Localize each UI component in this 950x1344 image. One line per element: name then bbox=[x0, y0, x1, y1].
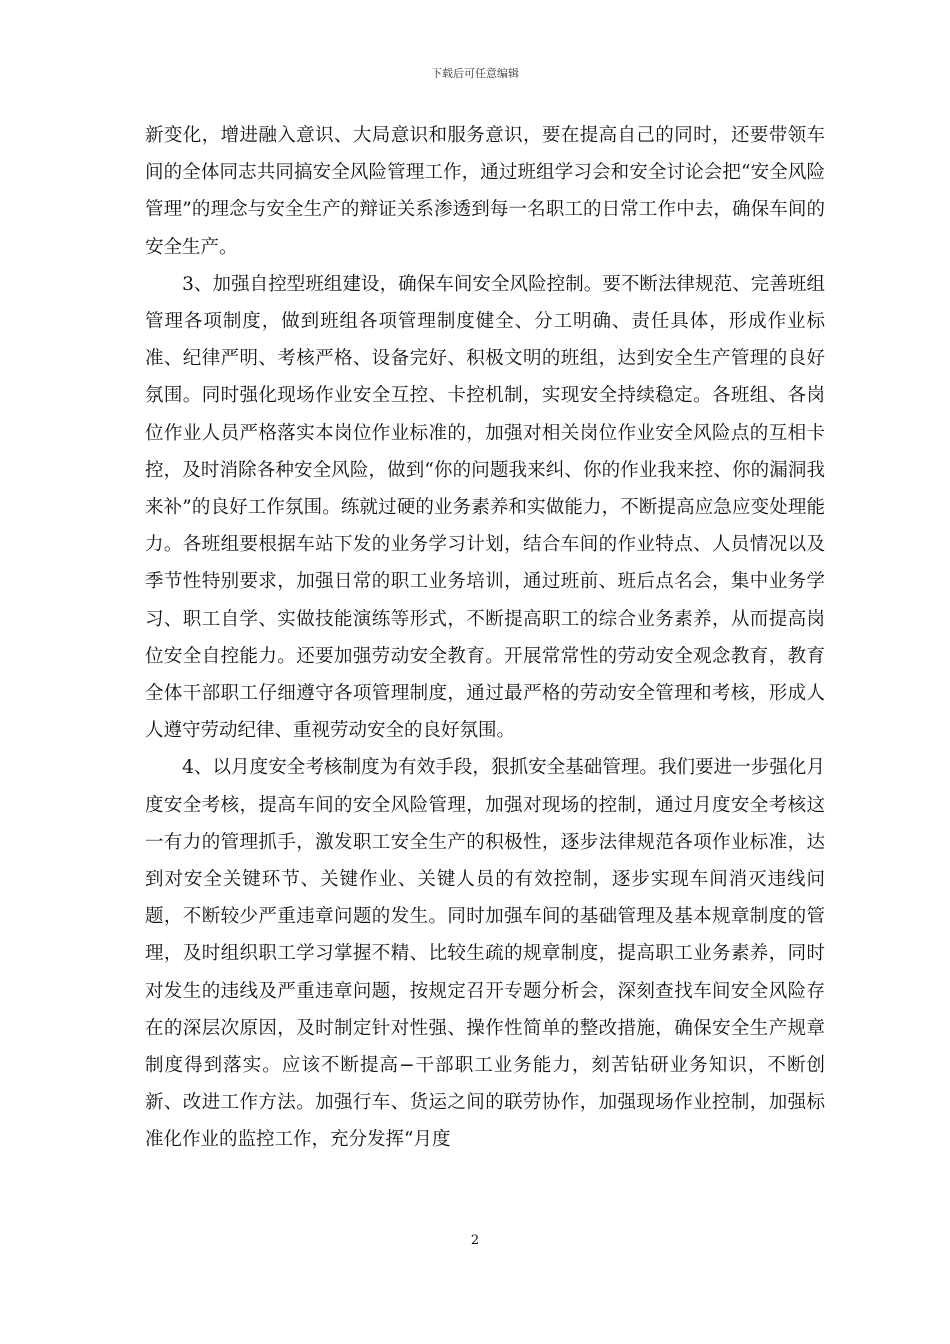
document-body bbox=[145, 117, 825, 1159]
page-header: 下载后可任意编辑 bbox=[431, 67, 519, 80]
paragraph-item-4: 4、以月度安全考核制度为有效手段，狠抓安全基础管理。我们要进一步强化月度安全考核，提高车间的安全风险管理，加强对现场的控制，通过月度安全考核这一有力的管理抓手，激发职工安全生产的积极性，逐步法律规范各项作业标准，达到对安全关键环节、关键作业、关键人员的有效控制，逐步实现车间消灭违线问题，不断较少严重违章问题的发生。同时加强车间的基础管理及基本规章制度的管理，及时组织职工学习掌握不精、比较生疏的规章制度，提高职工业务素养，同时对发生的违线及严重违章问题，按规定召开专题分析会，深刻查找车间安全风险存在的深层次原因，及时制定针对性强、操作性简单的整改措施，确保安全生产规章制度得到落实。应该不断提高−干部职工业务能力，刻苦钻研业务知识，不断创新、改进工作方法。加强行车、货运之间的联劳协作，加强现场作业控制，加强标准化作业的监控工作，充分发挥“月度 bbox=[145, 757, 825, 1151]
paragraph-continuation: 新变化，增进融入意识、大局意识和服务意识，要在提高自己的同时，还要带领车间的全体同志共同搞安全风险管理工作，通过班组学习会和安全讨论会把“安全风险管理”的理念与安全生产的辩证关系渗透到每一名职工的日常工作中去，确保车间的安全生产。 bbox=[145, 125, 825, 258]
paragraph-item-3: 3、加强自控型班组建设，确保车间安全风险控制。要不断法律规范、完善班组管理各项制度，做到班组各项管理制度健全、分工明确、责任具体，形成作业标准、纪律严明、考核严格、设备完好、积极文明的班组，达到安全生产管理的良好氛围。同时强化现场作业安全互控、卡控机制，实现安全持续稳定。各班组、各岗位作业人员严格落实本岗位作业标准的，加强对相关岗位作业安全风险点的互相卡控，及时消除各种安全风险，做到“你的问题我来纠、你的作业我来控、你的漏洞我来补”的良好工作氛围。练就过硬的业务素养和实做能力，不断提高应急应变处理能力。各班组要根据车站下发的业务学习计划，结合车间的作业特点、人员情况以及季节性特别要求，加强日常的职工业务培训，通过班前、班后点名会，集中业务学习、职工自学、实做技能演练等形式，不断提高职工的综合业务素养，从而提高岗位安全自控能力。还要加强劳动安全教育。开展常常性的劳动安全观念教育，教育全体干部职工仔细遵守各项管理制度，通过最严格的劳动安全管理和考核，形成人人遵守劳动纪律、重视劳动安全的良好氛围。 bbox=[145, 273, 825, 742]
page-number: 2 bbox=[470, 1233, 480, 1248]
